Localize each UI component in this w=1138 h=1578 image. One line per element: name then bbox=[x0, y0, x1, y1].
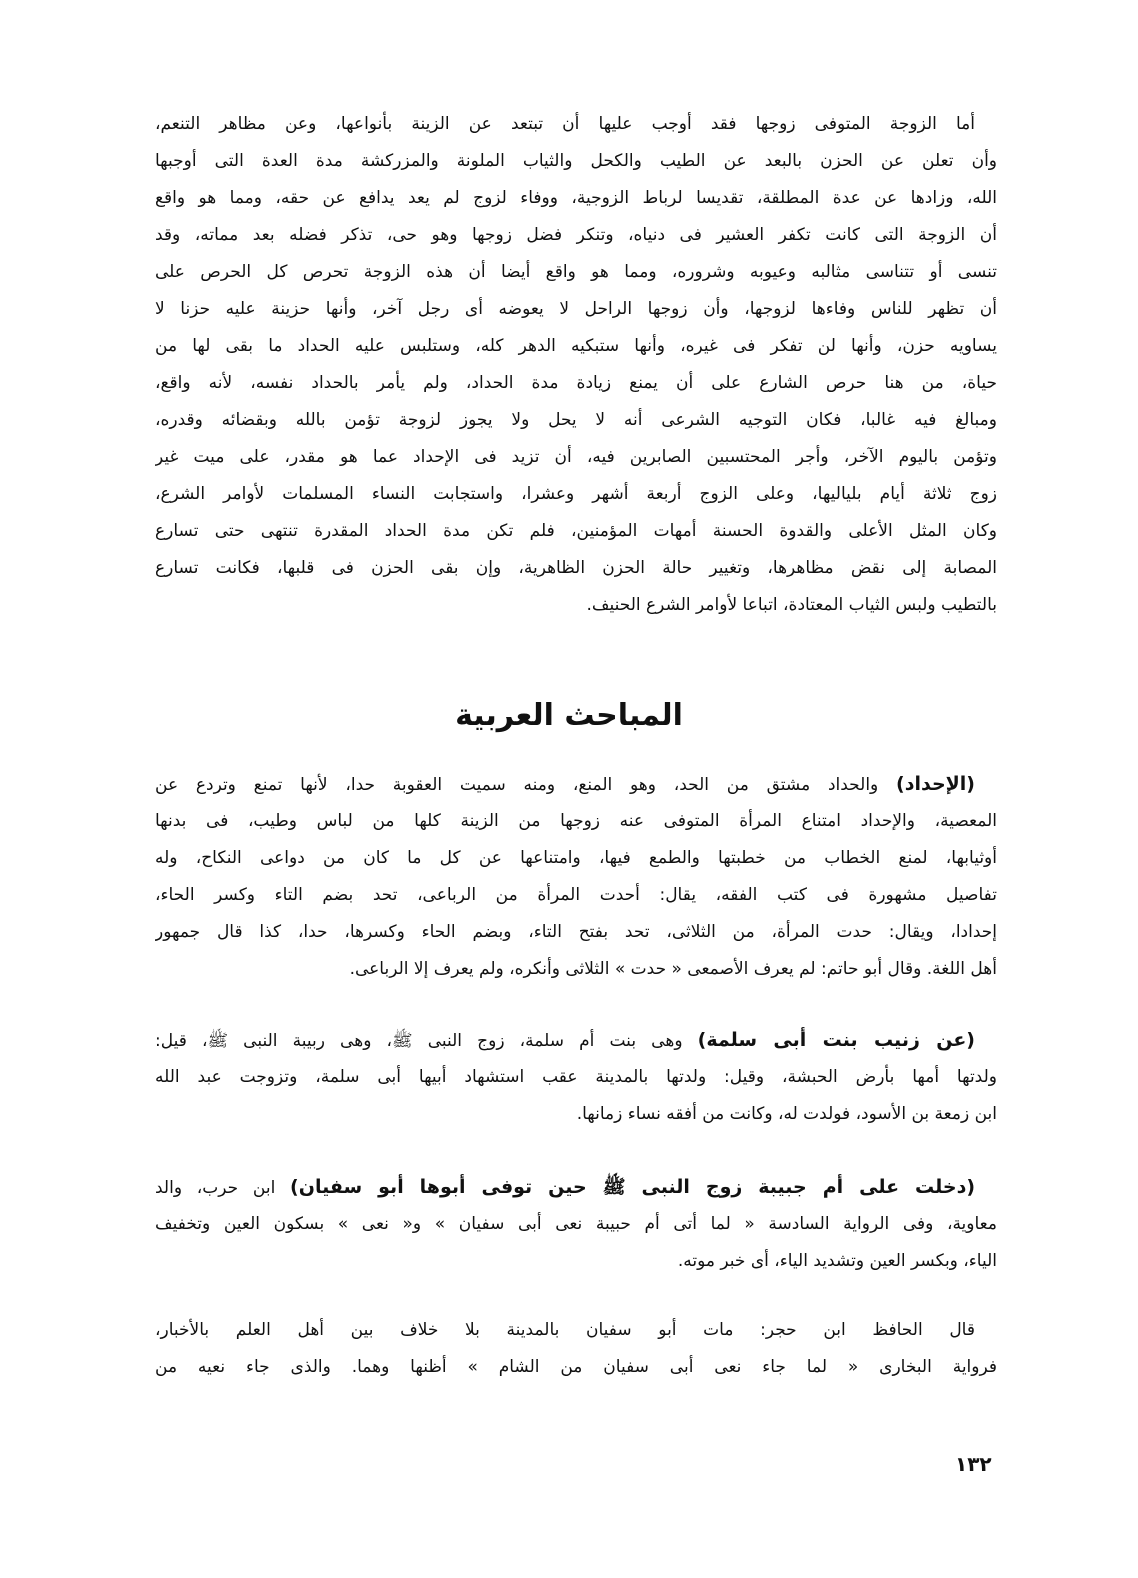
text-line: الله، وزادها عن عدة المطلقة، تقديسا لرباط الزوجية، ووفاء لزوج لم يعد يدافع عن حقه، ومما هو واقع bbox=[155, 188, 997, 208]
text-line: يساويه حزن، وأنها لن تفكر فى غيره، وأنها ستبكيه الدهر كله، وستلبس عليه الحداد ما بقى لها من bbox=[155, 336, 997, 356]
text-line: ومبالغ فيه غالبا، فكان التوجيه الشرعى أنه لا يحل ولا يجوز لزوجة تؤمن بالله وبقضائه وقدره، bbox=[155, 410, 997, 430]
text-line: أن الزوجة التى كانت تكفر العشير فى دنياه، وتنكر فضل زوجها وهو حى، تذكر فضله بعد مماته، وقد bbox=[155, 225, 997, 245]
text-line: معاوية، وفى الرواية السادسة « لما أتى أم حبيبة نعى أبى سفيان » و« نعى » بسكون العين وتخفيف bbox=[155, 1214, 997, 1234]
text-run: والحداد مشتق من الحد، وهو المنع، ومنه سميت العقوبة حدا، لأنها تمنع وتردع عن bbox=[155, 775, 897, 795]
bold-term: (عن زنيب بنت أبى سلمة) bbox=[697, 1029, 975, 1051]
paragraph-ihdad bbox=[155, 766, 997, 988]
text-line: فرواية البخارى « لما جاء نعى أبى سفيان من الشام » أظنها وهما. والذى جاء نعيه من bbox=[155, 1357, 997, 1377]
text-line: وكان المثل الأعلى والقدوة الحسنة أمهات المؤمنين، فلم تكن مدة الحداد المقدرة تنتهى حتى تسارع bbox=[155, 521, 997, 541]
text-line: بالتطيب ولبس الثياب المعتادة، اتباعا لأوامر الشرع الحنيف. bbox=[586, 595, 997, 615]
text-line: زوج ثلاثة أيام بلياليها، وعلى الزوج أربعة أشهر وعشرا، واستجابت النساء المسلمات لأوامر الشرع، bbox=[155, 484, 997, 504]
text-line bbox=[155, 1022, 997, 1059]
text-line bbox=[155, 766, 997, 803]
text-line: ابن زمعة بن الأسود، فولدت له، وكانت من أفقه نساء زمانها. bbox=[576, 1104, 997, 1124]
text-line: تفاصيل مشهورة فى كتب الفقه، يقال: أحدت المرأة من الرباعى، تحد بضم التاء وكسر الحاء، bbox=[155, 885, 997, 905]
text-line: المصابة إلى نقض مظاهرها، وتغيير حالة الحزن الظاهرية، وإن بقى الحزن فى قلبها، فكانت تسارع bbox=[155, 558, 997, 578]
bold-term: (الإحداد) bbox=[896, 773, 975, 795]
text-line: المعصية، والإحداد امتناع المرأة المتوفى عنه زوجها من الزينة كلها من لباس وطيب، فى بدنها bbox=[155, 811, 997, 831]
text-line: أهل اللغة. وقال أبو حاتم: لم يعرف الأصمعى « حدت » الثلاثى وأنكره، ولم يعرف إلا الرباعى. bbox=[349, 959, 997, 979]
text-line: وتؤمن باليوم الآخر، وأجر المحتسبين الصابرين فيه، أن تزيد فى الإحداد عما هو مقدر، على ميت غير bbox=[155, 447, 997, 467]
text-line: أما الزوجة المتوفى زوجها فقد أوجب عليها أن تبتعد عن الزينة بأنواعها، وعن مظاهر التنعم، bbox=[155, 114, 975, 134]
text-line: وأن تعلن عن الحزن بالبعد عن الطيب والكحل والثياب الملونة والمزركشة مدة العدة التى أوجبها bbox=[155, 151, 997, 171]
text-run: ابن حرب، والد bbox=[155, 1178, 291, 1198]
text-line: أوثيابها، لمنع الخطاب من خطبتها والطمع فيها، وامتناعها عن كل ما كان من دواعى النكاح، وله bbox=[155, 848, 997, 868]
paragraph-ibn-hajar bbox=[155, 1312, 997, 1386]
text-line: أن تظهر للناس وفاءها لزوجها، وأن زوجها الراحل لا يعوضه أى رجل آخر، وأنها حزينة عليه حزنا لا bbox=[155, 299, 997, 319]
text-run: وهى بنت أم سلمة، زوج النبى ﷺ، وهى ربيبة النبى ﷺ، قيل: bbox=[155, 1031, 698, 1051]
text-line: ولدتها أمها بأرض الحبشة، وقيل: ولدتها بالمدينة عقب استشهاد أبيها أبى سلمة، وتزوجت عبد الله bbox=[155, 1067, 997, 1087]
text-line: إحدادا، ويقال: حدت المرأة، من الثلاثى، تحد بفتح التاء، وبضم الحاء وكسرها، حدا، كذا قال جمهور bbox=[155, 922, 997, 942]
bold-term: (دخلت على أم جبيبة زوج النبى ﷺ حين توفى أبوها أبو سفيان) bbox=[290, 1176, 976, 1198]
text-line: الياء، وبكسر العين وتشديد الياء، أى خبر موته. bbox=[677, 1251, 997, 1271]
text-line bbox=[155, 1169, 997, 1206]
text-line: حياة، من هنا حرص الشارع على أن يمنع زيادة مدة الحداد، ولم يأمر بالحداد نفسه، لأنه واقع، bbox=[155, 373, 997, 393]
text-line: تنسى أو تتناسى مثالبه وعيوبه وشروره، ومما هو واقع أيضا أن هذه الزوجة تحرص كل الحرص على bbox=[155, 262, 997, 282]
paragraph-zainab bbox=[155, 1022, 997, 1133]
paragraph-umm-habiba bbox=[155, 1169, 997, 1280]
section-heading: المباحث العربية bbox=[455, 698, 683, 733]
page-number: ١٣٢ bbox=[955, 1452, 992, 1476]
paragraph-intro bbox=[155, 106, 997, 624]
text-line: قال الحافظ ابن حجر: مات أبو سفيان بالمدينة بلا خلاف بين أهل العلم بالأخبار، bbox=[155, 1320, 975, 1340]
